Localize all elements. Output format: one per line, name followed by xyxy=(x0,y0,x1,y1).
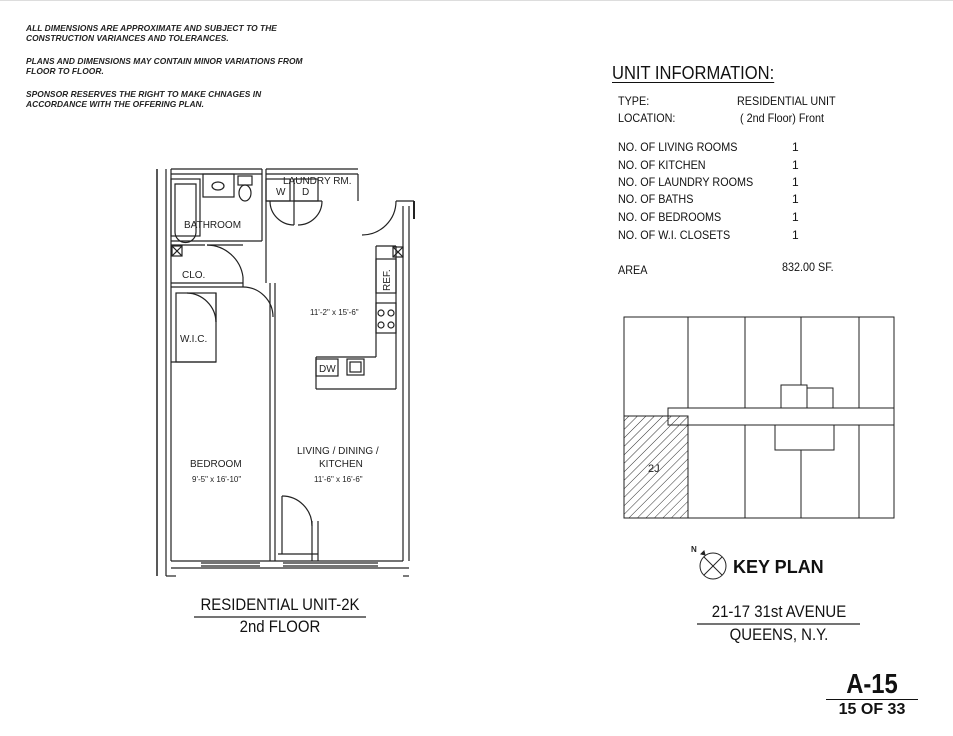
count-value-baths: 1 xyxy=(792,192,799,206)
living-dims: 11'-6" x 16'-6" xyxy=(314,475,363,484)
count-value-living: 1 xyxy=(792,140,799,154)
address-city: QUEENS, N.Y. xyxy=(729,625,829,644)
living-label-line1: LIVING / DINING / xyxy=(297,446,379,457)
note-dimensions: ALL DIMENSIONS ARE APPROXIMATE AND SUBJECT TO THE CONSTRUCTION VARIANCES AND TOLERANCES. xyxy=(26,23,277,43)
unit-title-block xyxy=(186,595,374,637)
area-label: AREA xyxy=(618,263,648,277)
location-label: LOCATION: xyxy=(618,111,676,125)
count-value-laundry: 1 xyxy=(792,175,799,189)
unit-title: RESIDENTIAL UNIT-2K xyxy=(200,595,360,614)
count-label-living: NO. OF LIVING ROOMS xyxy=(618,140,738,154)
kitchen-dims: 11'-2" x 15'-6" xyxy=(310,308,359,317)
bedroom-dims: 9'-5" x 16'-10" xyxy=(192,475,242,484)
dishwasher-label: DW xyxy=(319,364,336,375)
address-street: 21-17 31st AVENUE xyxy=(711,602,847,621)
note-variations: PLANS AND DIMENSIONS MAY CONTAIN MINOR VARIATIONS FROM FLOOR TO FLOOR. xyxy=(26,56,303,76)
unit-info-heading: UNIT INFORMATION: xyxy=(612,63,775,83)
dryer-label: D xyxy=(302,187,310,198)
type-label: TYPE: xyxy=(618,94,650,108)
count-value-kitchen: 1 xyxy=(792,158,799,172)
key-plan-diagram xyxy=(624,317,894,518)
wic-label: W.I.C. xyxy=(180,334,208,345)
ref-label: REF. xyxy=(382,269,393,291)
north-arrow-icon xyxy=(700,551,726,579)
bathroom-label: BATHROOM xyxy=(184,220,242,231)
count-label-baths: NO. OF BATHS xyxy=(618,192,694,206)
closet-label: CLO. xyxy=(182,270,206,281)
laundry-room-label: LAUNDRY RM. xyxy=(283,176,352,187)
key-plan-unit-label: 2J xyxy=(648,463,660,475)
count-label-laundry: NO. OF LAUNDRY ROOMS xyxy=(618,175,754,189)
count-label-bedrooms: NO. OF BEDROOMS xyxy=(618,210,722,224)
floor-title: 2nd FLOOR xyxy=(239,617,321,636)
bedroom-label: BEDROOM xyxy=(190,459,242,470)
note-sponsor: SPONSOR RESERVES THE RIGHT TO MAKE CHNAGES IN ACCORDANCE WITH THE OFFERING PLAN. xyxy=(26,89,262,109)
count-value-closets: 1 xyxy=(792,228,799,242)
address-block xyxy=(690,602,868,645)
key-plan-title: KEY PLAN xyxy=(733,557,824,577)
area-value: 832.00 SF. xyxy=(782,260,834,274)
north-label: N xyxy=(691,545,697,554)
washer-label: W xyxy=(276,187,286,198)
location-value: ( 2nd Floor) Front xyxy=(740,111,825,125)
count-label-kitchen: NO. OF KITCHEN xyxy=(618,158,706,172)
count-label-closets: NO. OF W.I. CLOSETS xyxy=(618,228,731,242)
count-value-bedrooms: 1 xyxy=(792,210,799,224)
sheet-number-block xyxy=(826,669,918,720)
sheet-count: 15 OF 33 xyxy=(826,699,918,720)
type-value: RESIDENTIAL UNIT xyxy=(737,94,836,108)
living-label-line2: KITCHEN xyxy=(319,459,363,470)
sheet-number: A-15 xyxy=(846,668,898,699)
